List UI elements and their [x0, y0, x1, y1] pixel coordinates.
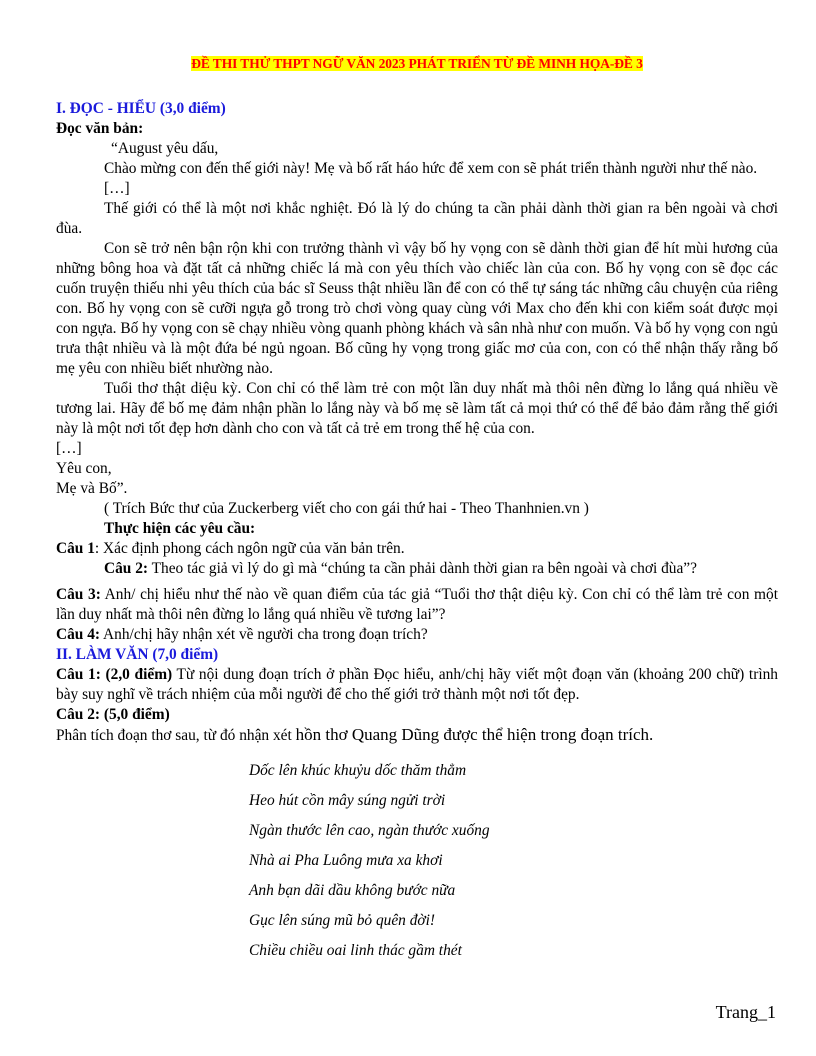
- poem-line: Nhà ai Pha Luông mưa xa khơi: [249, 852, 443, 869]
- tasks-label: Thực hiện các yêu cầu:: [104, 520, 256, 537]
- question-3-text: Anh/ chị hiểu như thế nào về quan điểm của tác giả “Tuổi thơ thật diệu kỳ. Con chỉ có thể làm trẻ con một lần duy nhất mà thôi nên đừng lo lắng quá nhiều về tương lai”?: [56, 586, 778, 623]
- question-1: [56, 539, 778, 559]
- poem-line: Heo hút cồn mây súng ngửi trời: [249, 792, 446, 809]
- question-4-text: Anh/chị hãy nhận xét về người cha trong đoạn trích?: [100, 626, 428, 643]
- writing-question-1: [56, 665, 778, 705]
- writing-question-2-text-a: Phân tích đoạn thơ sau, từ đó nhận xét: [56, 727, 296, 744]
- letter-para-3: Con sẽ trở nên bận rộn khi con trưởng thành vì vậy bố hy vọng con sẽ dành thời gian để hít mùi hương của những bông hoa và đặt tất cả những chiếc lá mà con yêu thích vào chiếc làn của con. Bố hy vọng con sẽ đọc các cuốn truyện thiếu nhi yêu thích của bác sĩ Seuss thật nhiều lần để con có thể tự sáng tác những câu chuyện của riêng con. Bố hy vọng con sẽ cưỡi ngựa gỗ trong trò chơi vòng quay cùng với Max cho đến khi con kiểm soát được mọi con ngựa. Bố hy vọng con sẽ chạy nhiều vòng quanh phòng khách và sân nhà như con muốn. Và bố hy vọng con ngủ trưa thật nhiều và là một đứa bé ngủ ngoan. Bố cũng hy vọng trong giấc mơ của con, con có thể nhận thấy rằng bố mẹ yêu con nhiều biết nhường nào.: [56, 240, 778, 377]
- section1-heading: I. ĐỌC - HIỂU (3,0 điểm): [56, 100, 226, 117]
- poem-excerpt: [249, 756, 778, 966]
- letter-para-4: Tuổi thơ thật diệu kỳ. Con chỉ có thể làm trẻ con một lần duy nhất mà thôi nên đừng lo lắng quá nhiều về tương lai. Hãy để bố mẹ đảm nhận phần lo lắng này và bố mẹ sẽ làm tất cả mọi thứ có thể để bảo đảm rằng thế giới này là một nơi tốt đẹp hơn dành cho con và tất cả trẻ em trong thế hệ của con.: [56, 380, 778, 437]
- question-2-label: Câu 2:: [104, 560, 149, 577]
- letter-source: ( Trích Bức thư của Zuckerberg viết cho con gái thứ hai - Theo Thanhnien.vn ): [104, 500, 589, 517]
- question-2: [56, 559, 778, 579]
- poem-line: Anh bạn dãi dầu không bước nữa: [249, 882, 456, 899]
- writing-question-1-label: Câu 1: (2,0 điểm): [56, 666, 173, 683]
- question-2-text: Theo tác giả vì lý do gì mà “chúng ta cần phải dành thời gian ra bên ngoài và chơi đùa”?: [148, 560, 697, 577]
- read-label: Đọc văn bản:: [56, 120, 144, 137]
- letter-para-1: Chào mừng con đến thế giới này! Mẹ và bố rất háo hức để xem con sẽ phát triển thành người như thế nào.: [104, 160, 758, 177]
- exam-title-text: ĐỀ THI THỬ THPT NGỮ VĂN 2023 PHÁT TRIỂN TỪ ĐỀ MINH HỌA-ĐỀ 3: [191, 56, 643, 71]
- question-3: [56, 585, 778, 625]
- page-number: Trang_1: [715, 1002, 776, 1022]
- letter-closing-1: Yêu con,: [56, 460, 112, 477]
- letter-para-2: Thế giới có thể là một nơi khắc nghiệt. Đó là lý do chúng ta cần phải dành thời gian ra bên ngoài và chơi đùa.: [56, 200, 778, 237]
- poem-line: Gục lên súng mũ bỏ quên đời!: [249, 912, 436, 929]
- writing-question-2-text: [56, 725, 778, 746]
- writing-question-2-text-b: hồn thơ Quang Dũng được thể hiện trong đoạn trích.: [295, 725, 654, 744]
- poem-line: Dốc lên khúc khuỷu dốc thăm thẳm: [249, 762, 467, 779]
- question-1-label: Câu 1: [56, 540, 95, 557]
- letter-closing-2: Mẹ và Bố”.: [56, 480, 128, 497]
- writing-question-2-label: Câu 2: (5,0 điểm): [56, 706, 170, 723]
- writing-question-1-text: Từ nội dung đoạn trích ở phần Đọc hiểu, anh/chị hãy viết một đoạn văn (khoảng 200 chữ) trình bày suy nghĩ về trách nhiệm của mỗi người để cho thế giới trở thành một nơi tốt đẹp.: [56, 666, 778, 703]
- letter-ellipsis-2: […]: [56, 440, 82, 457]
- letter-ellipsis: […]: [104, 180, 130, 197]
- letter-greeting: “August yêu dấu,: [111, 140, 219, 157]
- question-1-text: : Xác định phong cách ngôn ngữ của văn bản trên.: [94, 540, 405, 557]
- document-page: [56, 48, 778, 966]
- question-4-label: Câu 4:: [56, 626, 101, 643]
- question-3-label: Câu 3:: [56, 586, 101, 603]
- question-4: [56, 625, 778, 645]
- poem-line: Chiều chiều oai linh thác gầm thét: [249, 942, 462, 959]
- section2-heading: II. LÀM VĂN (7,0 điểm): [56, 646, 219, 663]
- exam-title: [56, 54, 778, 74]
- poem-line: Ngàn thước lên cao, ngàn thước xuống: [249, 822, 490, 839]
